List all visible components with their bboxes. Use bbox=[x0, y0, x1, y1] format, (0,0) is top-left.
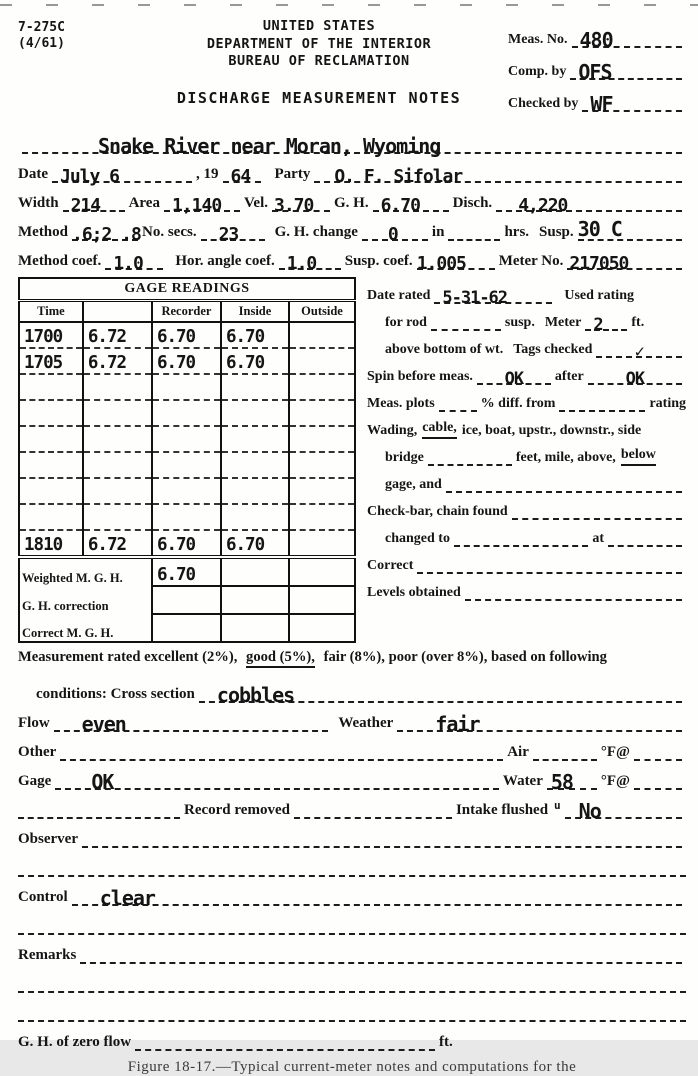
cell bbox=[224, 509, 226, 529]
susp-coef-field bbox=[416, 252, 495, 274]
remarks-row bbox=[18, 935, 686, 964]
station-name-value: Snake River near Moran, Wyoming bbox=[98, 134, 441, 158]
other-air-row bbox=[18, 732, 686, 761]
no-secs-value: 23 bbox=[218, 223, 239, 245]
meas-no-field bbox=[572, 28, 683, 52]
cell: 6.70 bbox=[156, 353, 196, 373]
correct-mgh-row bbox=[19, 614, 355, 642]
cell bbox=[292, 509, 294, 529]
meas-plots-row bbox=[367, 385, 686, 412]
agency-block bbox=[130, 14, 508, 108]
susp-word: susp. bbox=[504, 315, 535, 331]
method-coef-label: Method coef. bbox=[18, 253, 102, 270]
cell bbox=[292, 535, 294, 555]
above-bottom-label: above bottom of wt. bbox=[385, 342, 504, 358]
cell bbox=[86, 457, 88, 477]
table-row bbox=[19, 322, 355, 348]
vel-label: Vel. bbox=[243, 195, 268, 212]
record-removed-field bbox=[294, 817, 452, 819]
meter-ft-field bbox=[585, 314, 627, 335]
cross-section-label: conditions: Cross section bbox=[36, 686, 195, 703]
col-time: Time bbox=[19, 301, 83, 323]
gh-change-value: 0 bbox=[387, 223, 398, 245]
width-value: 214 bbox=[70, 194, 101, 216]
weather-label: Weather bbox=[338, 715, 394, 732]
cell bbox=[155, 379, 157, 399]
control-value: clear bbox=[99, 886, 155, 910]
hor-angle-label: Hor. angle coef. bbox=[175, 253, 275, 270]
tags-check-mark: ✓ bbox=[634, 341, 644, 362]
correct-row bbox=[367, 547, 686, 574]
measurement-rating-line bbox=[18, 649, 686, 674]
intake-flushed-label: Intake flushed bbox=[455, 802, 549, 819]
meter-no-label: Meter No. bbox=[498, 253, 564, 270]
for-rod-label: for rod bbox=[385, 315, 427, 331]
table-row bbox=[19, 426, 355, 452]
water-temp-value: 58 bbox=[550, 770, 573, 794]
rating-part2: fair (8%), poor (over 8%), based on following bbox=[323, 649, 607, 665]
bridge-options: feet, mile, above, bbox=[515, 450, 616, 466]
other-field bbox=[60, 759, 503, 761]
party-label: Party bbox=[274, 166, 311, 183]
cell bbox=[292, 405, 294, 425]
col-blank bbox=[83, 301, 152, 323]
cell bbox=[86, 405, 88, 425]
blank-line-1 bbox=[18, 848, 686, 877]
changed-to-field bbox=[454, 545, 588, 547]
form-number: 7-275C bbox=[18, 20, 65, 35]
at-label: at bbox=[592, 531, 604, 547]
vel-field bbox=[272, 194, 330, 216]
levels-obtained-row bbox=[367, 574, 686, 601]
vel-value: 3.70 bbox=[274, 194, 314, 216]
cell bbox=[292, 327, 294, 347]
wading-prefix: Wading, bbox=[367, 423, 418, 439]
tags-checked-row bbox=[367, 331, 686, 362]
cell bbox=[86, 379, 88, 399]
tags-checked-label: Tags checked bbox=[513, 342, 593, 358]
weighted-mgh-row bbox=[19, 557, 355, 586]
summary-fields bbox=[18, 154, 686, 274]
other-label: Other bbox=[18, 744, 57, 761]
susp-label: Susp. bbox=[539, 224, 574, 241]
control-row bbox=[18, 877, 686, 910]
cell: 6.72 bbox=[87, 535, 127, 555]
in-label: in bbox=[431, 224, 445, 241]
gage-readings-title: GAGE READINGS bbox=[19, 278, 355, 301]
cell: 1700 bbox=[24, 327, 63, 347]
meas-no-label: Meas. No. bbox=[508, 32, 568, 48]
no-secs-label: No. secs. bbox=[142, 224, 197, 241]
table-row-mean bbox=[19, 530, 355, 557]
checked-by-row bbox=[508, 80, 686, 116]
weather-field bbox=[397, 712, 682, 736]
cell bbox=[292, 431, 294, 451]
table-row bbox=[19, 374, 355, 400]
cell bbox=[155, 483, 157, 503]
date-field bbox=[52, 165, 192, 187]
check-bar-label: Check-bar, chain found bbox=[367, 504, 508, 520]
gh-label: G. H. bbox=[334, 195, 369, 212]
meter-no-value: 217050 bbox=[569, 252, 629, 274]
levels-obtained-field bbox=[465, 599, 682, 601]
cell bbox=[22, 379, 24, 399]
comp-by-field bbox=[570, 60, 682, 84]
table-row bbox=[19, 452, 355, 478]
susp-value: 30 C bbox=[577, 217, 622, 241]
form-header bbox=[18, 14, 686, 116]
cell bbox=[22, 431, 24, 451]
disch-value: 4,220 bbox=[518, 194, 568, 216]
form-title: DISCHARGE MEASUREMENT NOTES bbox=[176, 88, 462, 107]
cell: 6.70 bbox=[156, 535, 196, 555]
gh-zero-flow-field bbox=[135, 1049, 435, 1051]
cell: 6.70 bbox=[156, 327, 196, 347]
water-label: Water bbox=[502, 773, 543, 790]
bridge-row bbox=[367, 439, 686, 466]
changed-to-row bbox=[367, 520, 686, 547]
rating-selected: good (5%), bbox=[246, 649, 315, 668]
table-row bbox=[19, 348, 355, 374]
intake-flushed-field bbox=[565, 799, 682, 823]
levels-obtained-label: Levels obtained bbox=[367, 585, 461, 601]
gh-zero-flow-label: G. H. of zero flow bbox=[18, 1034, 132, 1051]
gage-and-label: gage, and bbox=[385, 477, 442, 493]
gage-field bbox=[55, 770, 499, 794]
table-row bbox=[19, 504, 355, 530]
spin-after-field bbox=[588, 368, 682, 389]
cell bbox=[86, 509, 88, 529]
control-field bbox=[72, 886, 682, 910]
date-rated-row bbox=[367, 277, 686, 308]
blank-line-2 bbox=[18, 906, 686, 935]
gh-correction-label: G. H. correction bbox=[19, 586, 152, 614]
water-at-field bbox=[634, 788, 682, 790]
gh-correction-value bbox=[155, 593, 157, 613]
width-area-row bbox=[18, 183, 686, 216]
gage-and-field bbox=[446, 491, 682, 493]
blank-line-4 bbox=[18, 993, 686, 1022]
station-name-field bbox=[22, 134, 682, 158]
width-label: Width bbox=[18, 195, 59, 212]
record-removed-row bbox=[18, 790, 686, 823]
year-field bbox=[223, 165, 261, 187]
observer-row bbox=[18, 819, 686, 848]
table-row bbox=[19, 400, 355, 426]
width-field bbox=[63, 194, 125, 216]
cell: 6.70 bbox=[225, 535, 265, 555]
gh-field bbox=[373, 194, 449, 216]
gh-change-field bbox=[362, 223, 428, 245]
intake-correction-mark: u bbox=[554, 799, 561, 812]
rating-part1: Measurement rated excellent (2%), bbox=[18, 649, 238, 665]
rating-word: rating bbox=[649, 396, 686, 412]
meas-no-value: 480 bbox=[579, 28, 613, 52]
gh-change-label: G. H. change bbox=[274, 224, 358, 241]
correct-label: Correct bbox=[367, 558, 414, 574]
gh-correction-row bbox=[19, 586, 355, 614]
water-temp-field bbox=[547, 770, 597, 794]
agency-line-bureau: BUREAU OF RECLAMATION bbox=[228, 53, 410, 70]
spin-before-field bbox=[477, 368, 551, 389]
susp-coef-value: 1.005 bbox=[416, 252, 466, 274]
cell bbox=[155, 405, 157, 425]
method-value: .6;2 .8 bbox=[72, 223, 141, 245]
cell bbox=[224, 483, 226, 503]
gage-readings-block bbox=[18, 277, 358, 643]
control-label: Control bbox=[18, 889, 68, 906]
area-field bbox=[164, 194, 240, 216]
disch-label: Disch. bbox=[452, 195, 493, 212]
party-field bbox=[314, 165, 682, 187]
conditions-section bbox=[18, 649, 686, 1051]
cross-section-field bbox=[199, 683, 682, 707]
date-party-row bbox=[18, 154, 686, 187]
scan-edge-artifact bbox=[0, 4, 698, 6]
wading-selected: cable, bbox=[422, 421, 457, 439]
cell: 6.72 bbox=[87, 327, 127, 347]
cell bbox=[22, 509, 24, 529]
weighted-mgh-label: Weighted M. G. H. bbox=[19, 557, 152, 586]
method-coef-field bbox=[105, 252, 163, 274]
comp-by-row bbox=[508, 48, 686, 84]
gh-zero-flow-ft: ft. bbox=[439, 1034, 453, 1051]
gage-water-row bbox=[18, 761, 686, 794]
used-rating-label: Used rating bbox=[564, 288, 634, 304]
correct-field bbox=[417, 572, 682, 574]
meter-notes-column bbox=[358, 277, 686, 643]
area-value: 1,140 bbox=[171, 194, 222, 216]
observer-field bbox=[82, 846, 682, 848]
cell: 6.70 bbox=[225, 327, 265, 347]
cell bbox=[155, 509, 157, 529]
cell bbox=[22, 405, 24, 425]
air-temp-field bbox=[533, 759, 597, 761]
method-row bbox=[18, 212, 686, 245]
cell: 1810 bbox=[24, 535, 63, 555]
agency-line-dept: DEPARTMENT OF THE INTERIOR bbox=[206, 35, 432, 52]
meter-label: Meter bbox=[544, 315, 582, 331]
cell bbox=[292, 483, 294, 503]
col-recorder: Recorder bbox=[152, 301, 221, 323]
cell: 1705 bbox=[24, 353, 63, 373]
checked-by-value: WF bbox=[590, 92, 613, 116]
year-value: 64 bbox=[230, 165, 251, 187]
no-secs-field bbox=[201, 223, 265, 245]
wading-rest: ice, boat, upstr., downstr., side bbox=[461, 423, 642, 439]
spin-after-value: OK bbox=[625, 368, 645, 389]
hor-angle-value: 1.0 bbox=[286, 252, 317, 274]
cell bbox=[292, 379, 294, 399]
date-label: Date bbox=[18, 166, 48, 183]
susp-field bbox=[577, 217, 682, 241]
rod-field bbox=[431, 329, 501, 331]
comp-by-label: Comp. by bbox=[508, 64, 567, 80]
cell bbox=[224, 405, 226, 425]
pct-field bbox=[439, 410, 477, 412]
gage-readings-column-headers bbox=[19, 301, 355, 323]
gage-value: OK bbox=[91, 770, 114, 794]
hrs-label: hrs. bbox=[504, 224, 530, 241]
meas-no-row bbox=[508, 16, 686, 52]
pct-diff-label: % diff. from bbox=[480, 396, 556, 412]
for-rod-row bbox=[367, 304, 686, 335]
bridge-field bbox=[428, 464, 512, 466]
spin-before-value: OK bbox=[504, 368, 524, 389]
air-degf-label: °F@ bbox=[600, 744, 630, 761]
date-rated-field bbox=[434, 287, 552, 308]
table-row bbox=[19, 478, 355, 504]
check-bar-field bbox=[512, 518, 682, 520]
air-label: Air bbox=[507, 744, 529, 761]
cell bbox=[292, 353, 294, 373]
blank-field bbox=[18, 933, 686, 935]
remarks-label: Remarks bbox=[18, 947, 77, 964]
flow-label: Flow bbox=[18, 715, 50, 732]
cell bbox=[155, 457, 157, 477]
date-value: July 6 bbox=[60, 165, 120, 187]
remarks-field bbox=[80, 962, 682, 964]
spin-before-label: Spin before meas. bbox=[367, 369, 473, 385]
method-label: Method bbox=[18, 224, 68, 241]
col-outside: Outside bbox=[289, 301, 355, 323]
changed-to-label: changed to bbox=[385, 531, 450, 547]
observer-label: Observer bbox=[18, 831, 78, 848]
area-label: Area bbox=[128, 195, 160, 212]
cell bbox=[86, 483, 88, 503]
ft-label: ft. bbox=[631, 315, 645, 331]
hrs-field bbox=[448, 239, 500, 241]
year-prefix: , 19 bbox=[196, 166, 219, 183]
record-lead-field bbox=[18, 817, 180, 819]
form-revision: (4/61) bbox=[18, 36, 65, 52]
spin-row bbox=[367, 358, 686, 389]
cell bbox=[224, 431, 226, 451]
meas-plots-label: Meas. plots bbox=[367, 396, 435, 412]
correct-mgh-value bbox=[155, 621, 157, 641]
gage-and-row bbox=[367, 466, 686, 493]
cell bbox=[224, 379, 226, 399]
gage-readings-table bbox=[18, 277, 356, 643]
checked-by-field bbox=[582, 92, 682, 116]
flow-field bbox=[54, 712, 329, 736]
bridge-label: bridge bbox=[385, 450, 424, 466]
gh-value: 6.70 bbox=[380, 194, 420, 216]
cell: 6.70 bbox=[225, 353, 265, 373]
cross-section-row bbox=[18, 674, 686, 707]
figure-caption-clipped: Figure 18-17.—Typical current-meter notes and computations for the bbox=[127, 1059, 577, 1075]
cell bbox=[292, 457, 294, 477]
cross-section-value: cobbles bbox=[216, 683, 295, 707]
date-rated-value: 5-31-62 bbox=[442, 287, 508, 308]
cell bbox=[22, 483, 24, 503]
bridge-selected: below bbox=[621, 448, 656, 466]
meter-ft-value: 2 bbox=[593, 314, 603, 335]
meter-no-field bbox=[567, 252, 682, 274]
comp-by-value: OFS bbox=[578, 60, 612, 84]
method-field bbox=[72, 223, 141, 245]
at-field bbox=[608, 545, 682, 547]
after-label: after bbox=[554, 369, 584, 385]
blank-field bbox=[18, 991, 686, 993]
form-number-block bbox=[18, 14, 130, 53]
water-degf-label: °F@ bbox=[600, 773, 630, 790]
checked-by-label: Checked by bbox=[508, 96, 579, 112]
record-removed-label: Record removed bbox=[184, 802, 290, 819]
weather-value: fair bbox=[435, 712, 480, 736]
party-value: O. F. Sifolar bbox=[334, 165, 463, 187]
method-coef-value: 1.0 bbox=[113, 252, 143, 274]
blank-line-3 bbox=[18, 964, 686, 993]
disch-field bbox=[496, 194, 682, 216]
wading-row bbox=[367, 412, 686, 439]
check-bar-row bbox=[367, 493, 686, 520]
weighted-mgh-value: 6.70 bbox=[156, 565, 196, 585]
gage-label: Gage bbox=[18, 773, 52, 790]
coefficients-row bbox=[18, 241, 686, 274]
intake-flushed-value: No bbox=[578, 799, 601, 823]
cell bbox=[224, 457, 226, 477]
date-rated-label: Date rated bbox=[367, 288, 431, 304]
blank-field bbox=[18, 1020, 686, 1022]
agency-line-us: UNITED STATES bbox=[262, 18, 376, 34]
hor-angle-field bbox=[279, 252, 341, 274]
air-at-field bbox=[634, 759, 682, 761]
diff-rating-field bbox=[559, 410, 645, 412]
header-fields bbox=[508, 14, 686, 116]
station-name-row bbox=[18, 126, 686, 158]
blank-field bbox=[18, 875, 686, 877]
susp-coef-label: Susp. coef. bbox=[344, 253, 413, 270]
cell bbox=[155, 431, 157, 451]
gh-zero-flow-row bbox=[18, 1022, 686, 1051]
flow-value: even bbox=[81, 712, 126, 736]
cell bbox=[86, 431, 88, 451]
tags-checked-field bbox=[596, 341, 682, 362]
correct-mgh-label: Correct M. G. H. bbox=[19, 614, 152, 642]
col-inside: Inside bbox=[221, 301, 289, 323]
cell bbox=[22, 457, 24, 477]
flow-weather-row bbox=[18, 703, 686, 736]
cell: 6.72 bbox=[87, 353, 127, 373]
